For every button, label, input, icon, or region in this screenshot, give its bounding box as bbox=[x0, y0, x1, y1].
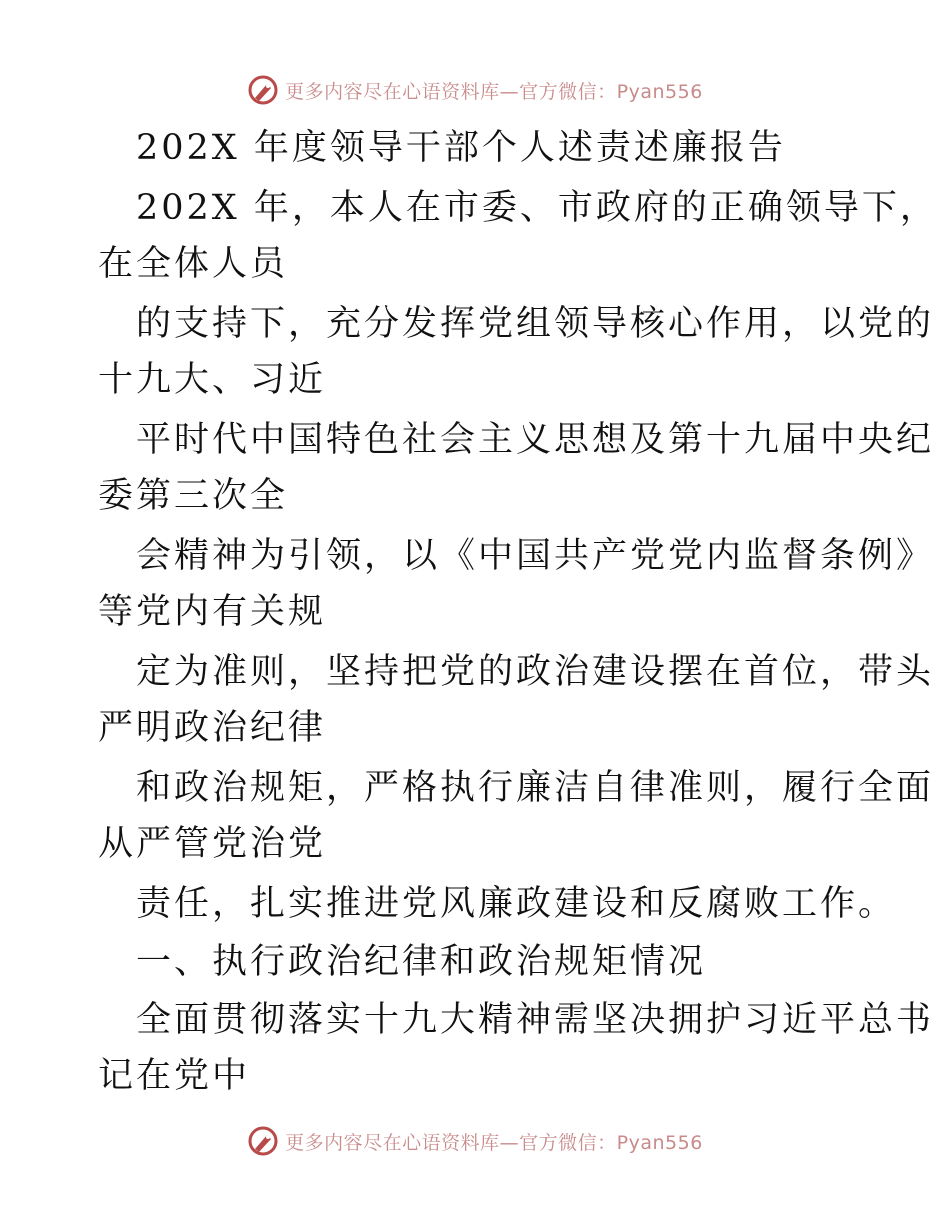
section-heading: 一、执行政治纪律和政治规矩情况 bbox=[136, 942, 707, 982]
pen-nib-circle-icon bbox=[247, 1125, 279, 1157]
paragraph-line: 的支持下，充分发挥党组领导核心作用，以党的 bbox=[136, 304, 935, 344]
paragraph-line: 严明政治纪律 bbox=[98, 708, 327, 748]
paragraph-line: 平时代中国特色社会主义思想及第十九届中央纪 bbox=[136, 420, 935, 460]
paragraph-line: 从严管党治党 bbox=[98, 824, 327, 864]
watermark-text: 更多内容尽在心语资料库—官方微信：Pyan556 bbox=[285, 80, 703, 103]
paragraph-line: 责任，扎实推进党风廉政建设和反腐败工作。 bbox=[136, 884, 897, 924]
paragraph-line: 和政治规矩，严格执行廉洁自律准则，履行全面 bbox=[136, 768, 935, 808]
paragraph-line: 十九大、习近 bbox=[98, 360, 327, 400]
watermark-text: 更多内容尽在心语资料库—官方微信：Pyan556 bbox=[285, 1131, 703, 1154]
paragraph-line: 在全体人员 bbox=[98, 244, 289, 284]
paragraph-line: 记在党中 bbox=[98, 1056, 251, 1096]
paragraph-line: 等党内有关规 bbox=[98, 592, 327, 632]
footer-watermark bbox=[0, 1121, 950, 1161]
document-title: 202X 年度领导干部个人述责述廉报告 bbox=[136, 128, 786, 168]
paragraph-line: 会精神为引领，以《中国共产党党内监督条例》 bbox=[136, 536, 935, 576]
paragraph-line: 202X 年，本人在市委、市政府的正确领导下， bbox=[136, 188, 938, 228]
paragraph-line: 定为准则，坚持把党的政治建设摆在首位，带头 bbox=[136, 652, 935, 692]
paragraph-line: 委第三次全 bbox=[98, 476, 289, 516]
paragraph-line: 全面贯彻落实十九大精神需坚决拥护习近平总书 bbox=[136, 1000, 935, 1040]
